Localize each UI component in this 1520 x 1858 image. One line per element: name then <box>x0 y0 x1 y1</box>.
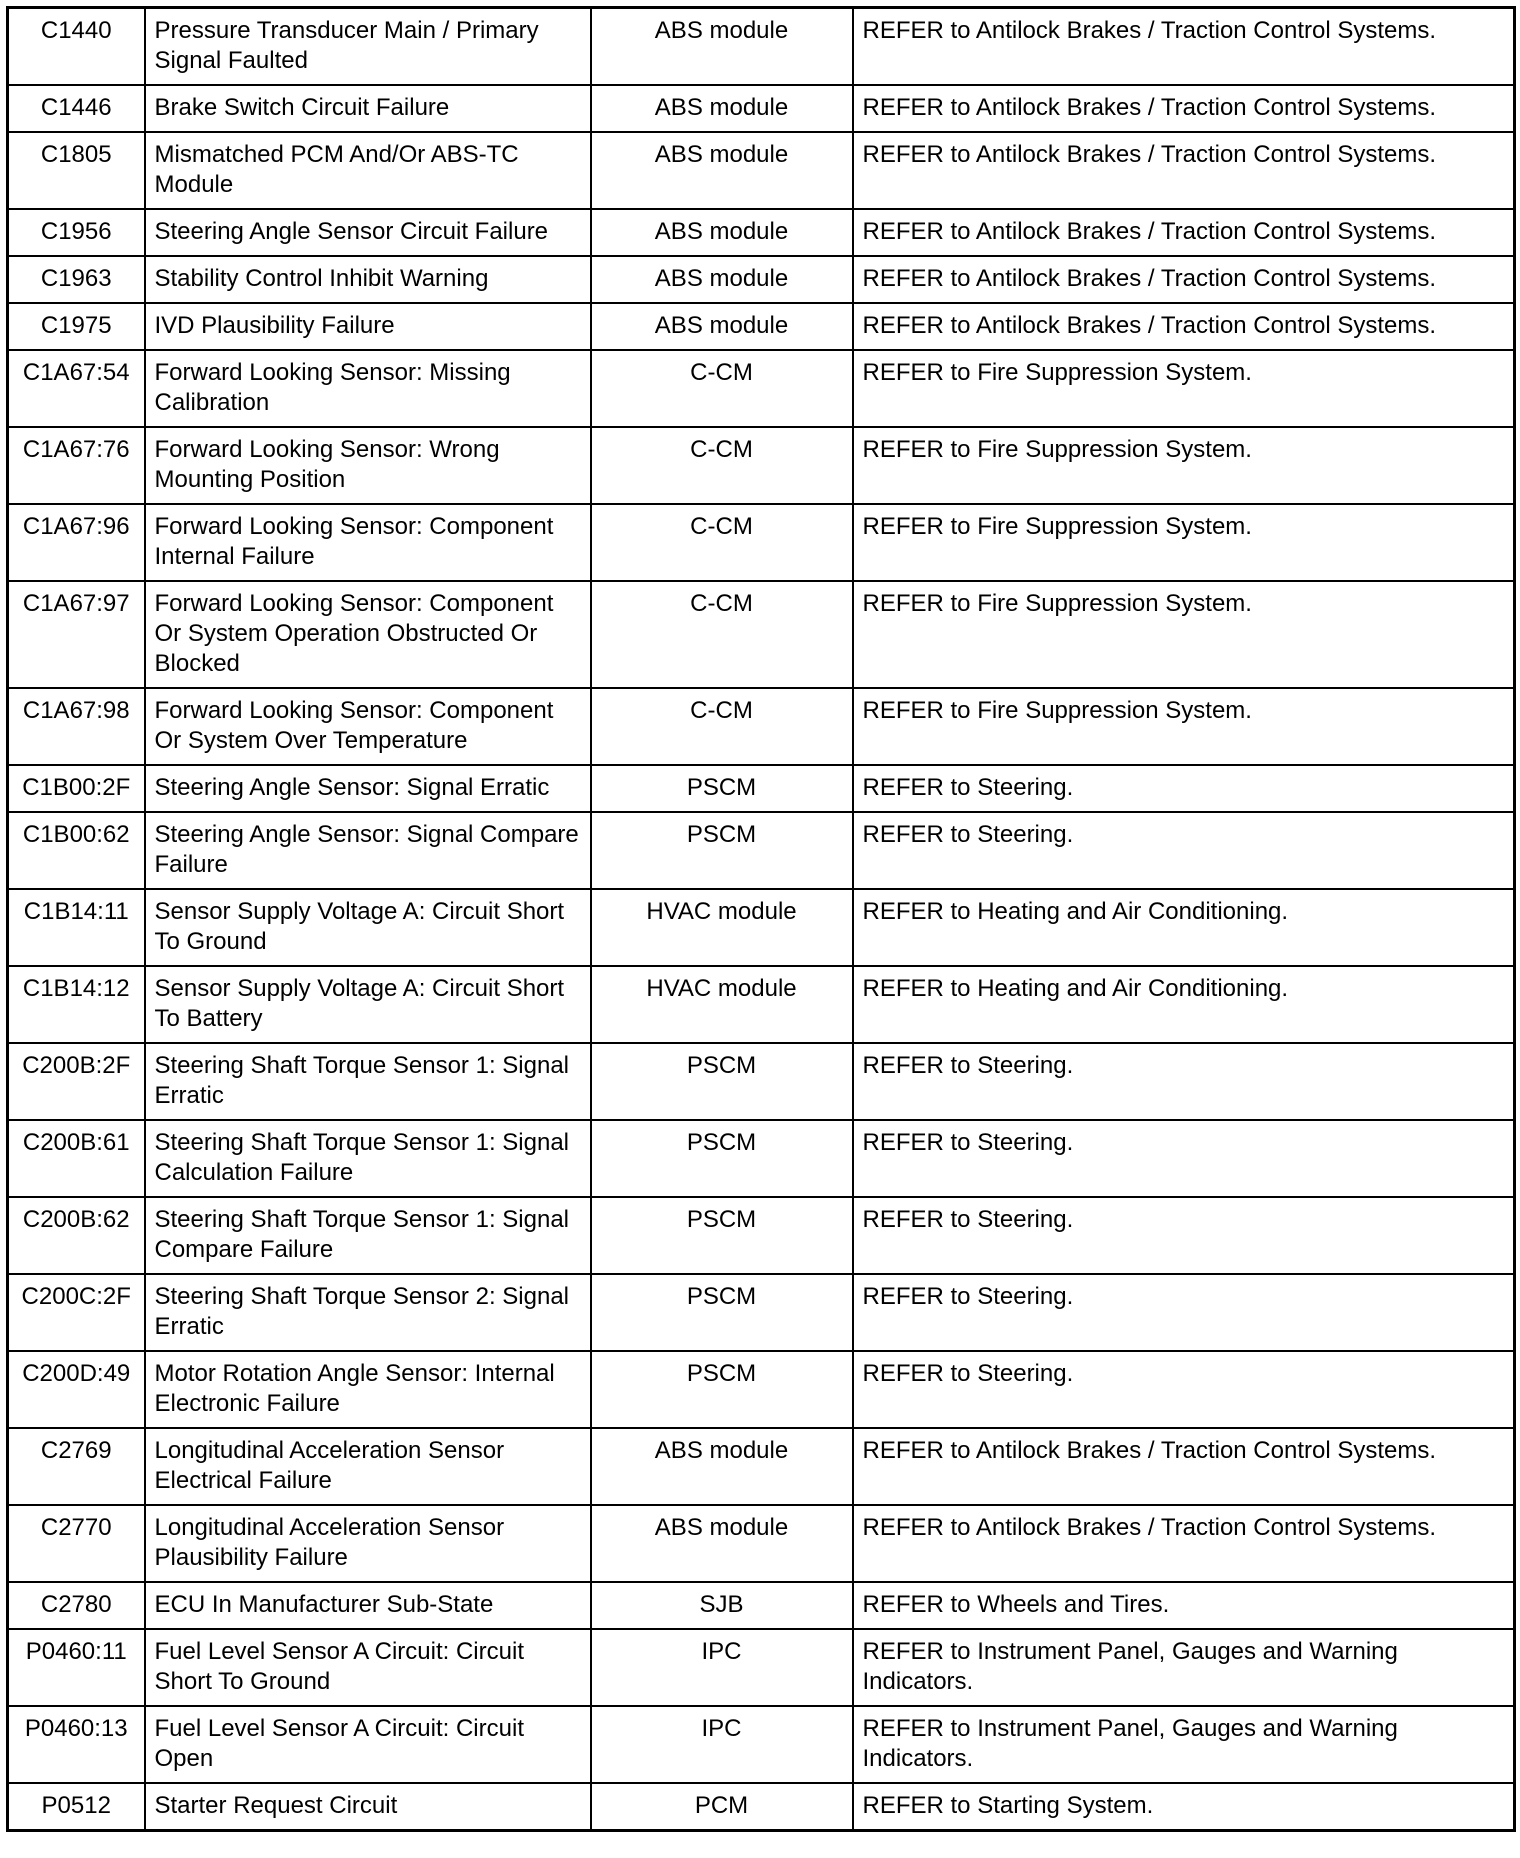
module-cell: ABS module <box>591 303 853 350</box>
description-cell: Fuel Level Sensor A Circuit: Circuit Open <box>145 1706 591 1783</box>
dtc-code-cell: C1B14:11 <box>8 889 145 966</box>
action-cell: REFER to Antilock Brakes / Traction Control Systems. <box>853 209 1515 256</box>
table-row <box>8 1043 1515 1120</box>
action-cell: REFER to Steering. <box>853 1043 1515 1120</box>
module-cell: IPC <box>591 1706 853 1783</box>
table-row <box>8 303 1515 350</box>
description-cell: Stability Control Inhibit Warning <box>145 256 591 303</box>
dtc-code-cell: C1A67:76 <box>8 427 145 504</box>
dtc-code-cell: C1956 <box>8 209 145 256</box>
module-cell: HVAC module <box>591 966 853 1043</box>
table-row <box>8 504 1515 581</box>
module-cell: ABS module <box>591 8 853 86</box>
action-cell: REFER to Antilock Brakes / Traction Control Systems. <box>853 256 1515 303</box>
description-cell: Longitudinal Acceleration Sensor Plausibility Failure <box>145 1505 591 1582</box>
dtc-table <box>6 6 1516 1832</box>
module-cell: PSCM <box>591 1274 853 1351</box>
dtc-code-cell: C200C:2F <box>8 1274 145 1351</box>
description-cell: Fuel Level Sensor A Circuit: Circuit Short To Ground <box>145 1629 591 1706</box>
module-cell: C-CM <box>591 427 853 504</box>
action-cell: REFER to Fire Suppression System. <box>853 581 1515 688</box>
module-cell: PSCM <box>591 1043 853 1120</box>
action-cell: REFER to Steering. <box>853 1351 1515 1428</box>
table-row <box>8 8 1515 86</box>
dtc-code-cell: P0512 <box>8 1783 145 1831</box>
dtc-code-cell: C200B:62 <box>8 1197 145 1274</box>
table-row <box>8 688 1515 765</box>
dtc-code-cell: C1446 <box>8 85 145 132</box>
table-row <box>8 1197 1515 1274</box>
action-cell: REFER to Steering. <box>853 812 1515 889</box>
dtc-code-cell: C1975 <box>8 303 145 350</box>
description-cell: Forward Looking Sensor: Missing Calibration <box>145 350 591 427</box>
module-cell: PSCM <box>591 765 853 812</box>
module-cell: ABS module <box>591 209 853 256</box>
description-cell: Pressure Transducer Main / Primary Signal Faulted <box>145 8 591 86</box>
module-cell: PSCM <box>591 1351 853 1428</box>
dtc-code-cell: C200B:2F <box>8 1043 145 1120</box>
table-row <box>8 209 1515 256</box>
module-cell: ABS module <box>591 132 853 209</box>
table-row <box>8 132 1515 209</box>
description-cell: Longitudinal Acceleration Sensor Electrical Failure <box>145 1428 591 1505</box>
dtc-code-cell: C2780 <box>8 1582 145 1629</box>
description-cell: IVD Plausibility Failure <box>145 303 591 350</box>
table-row <box>8 1629 1515 1706</box>
description-cell: Steering Shaft Torque Sensor 2: Signal Erratic <box>145 1274 591 1351</box>
table-row <box>8 1706 1515 1783</box>
action-cell: REFER to Fire Suppression System. <box>853 688 1515 765</box>
module-cell: ABS module <box>591 1428 853 1505</box>
dtc-code-cell: P0460:13 <box>8 1706 145 1783</box>
dtc-code-cell: C2769 <box>8 1428 145 1505</box>
dtc-code-cell: C1A67:98 <box>8 688 145 765</box>
dtc-code-cell: C200B:61 <box>8 1120 145 1197</box>
dtc-table-body <box>8 8 1515 1831</box>
table-row <box>8 812 1515 889</box>
table-row <box>8 1582 1515 1629</box>
description-cell: Steering Angle Sensor: Signal Erratic <box>145 765 591 812</box>
table-row <box>8 581 1515 688</box>
table-row <box>8 765 1515 812</box>
table-row <box>8 1783 1515 1831</box>
action-cell: REFER to Antilock Brakes / Traction Control Systems. <box>853 303 1515 350</box>
action-cell: REFER to Steering. <box>853 1120 1515 1197</box>
description-cell: Mismatched PCM And/Or ABS-TC Module <box>145 132 591 209</box>
dtc-code-cell: C1963 <box>8 256 145 303</box>
module-cell: PSCM <box>591 1197 853 1274</box>
module-cell: ABS module <box>591 256 853 303</box>
module-cell: C-CM <box>591 581 853 688</box>
module-cell: C-CM <box>591 688 853 765</box>
action-cell: REFER to Antilock Brakes / Traction Control Systems. <box>853 1505 1515 1582</box>
module-cell: C-CM <box>591 504 853 581</box>
action-cell: REFER to Heating and Air Conditioning. <box>853 889 1515 966</box>
table-row <box>8 1120 1515 1197</box>
description-cell: ECU In Manufacturer Sub-State <box>145 1582 591 1629</box>
dtc-code-cell: C1A67:54 <box>8 350 145 427</box>
description-cell: Steering Shaft Torque Sensor 1: Signal Calculation Failure <box>145 1120 591 1197</box>
description-cell: Sensor Supply Voltage A: Circuit Short To Battery <box>145 966 591 1043</box>
dtc-table-container <box>6 6 1513 1832</box>
action-cell: REFER to Antilock Brakes / Traction Control Systems. <box>853 85 1515 132</box>
dtc-code-cell: C1B00:62 <box>8 812 145 889</box>
dtc-code-cell: P0460:11 <box>8 1629 145 1706</box>
description-cell: Forward Looking Sensor: Component Internal Failure <box>145 504 591 581</box>
dtc-code-cell: C1440 <box>8 8 145 86</box>
module-cell: C-CM <box>591 350 853 427</box>
module-cell: PSCM <box>591 812 853 889</box>
description-cell: Steering Shaft Torque Sensor 1: Signal Erratic <box>145 1043 591 1120</box>
table-row <box>8 350 1515 427</box>
dtc-code-cell: C1B14:12 <box>8 966 145 1043</box>
dtc-code-cell: C1A67:97 <box>8 581 145 688</box>
table-row <box>8 966 1515 1043</box>
module-cell: HVAC module <box>591 889 853 966</box>
action-cell: REFER to Steering. <box>853 1274 1515 1351</box>
dtc-code-cell: C1A67:96 <box>8 504 145 581</box>
action-cell: REFER to Fire Suppression System. <box>853 504 1515 581</box>
action-cell: REFER to Steering. <box>853 765 1515 812</box>
description-cell: Steering Shaft Torque Sensor 1: Signal Compare Failure <box>145 1197 591 1274</box>
module-cell: SJB <box>591 1582 853 1629</box>
description-cell: Brake Switch Circuit Failure <box>145 85 591 132</box>
module-cell: PCM <box>591 1783 853 1831</box>
description-cell: Sensor Supply Voltage A: Circuit Short To Ground <box>145 889 591 966</box>
dtc-code-cell: C1B00:2F <box>8 765 145 812</box>
action-cell: REFER to Fire Suppression System. <box>853 350 1515 427</box>
action-cell: REFER to Heating and Air Conditioning. <box>853 966 1515 1043</box>
description-cell: Steering Angle Sensor: Signal Compare Failure <box>145 812 591 889</box>
description-cell: Starter Request Circuit <box>145 1783 591 1831</box>
table-row <box>8 85 1515 132</box>
table-row <box>8 1274 1515 1351</box>
action-cell: REFER to Antilock Brakes / Traction Control Systems. <box>853 132 1515 209</box>
description-cell: Forward Looking Sensor: Component Or System Over Temperature <box>145 688 591 765</box>
description-cell: Forward Looking Sensor: Wrong Mounting Position <box>145 427 591 504</box>
module-cell: ABS module <box>591 85 853 132</box>
table-row <box>8 256 1515 303</box>
action-cell: REFER to Wheels and Tires. <box>853 1582 1515 1629</box>
action-cell: REFER to Antilock Brakes / Traction Control Systems. <box>853 8 1515 86</box>
dtc-code-cell: C200D:49 <box>8 1351 145 1428</box>
table-row <box>8 1428 1515 1505</box>
description-cell: Motor Rotation Angle Sensor: Internal Electronic Failure <box>145 1351 591 1428</box>
table-row <box>8 889 1515 966</box>
action-cell: REFER to Instrument Panel, Gauges and Warning Indicators. <box>853 1629 1515 1706</box>
table-row <box>8 1505 1515 1582</box>
table-row <box>8 1351 1515 1428</box>
action-cell: REFER to Instrument Panel, Gauges and Warning Indicators. <box>853 1706 1515 1783</box>
action-cell: REFER to Antilock Brakes / Traction Control Systems. <box>853 1428 1515 1505</box>
description-cell: Forward Looking Sensor: Component Or System Operation Obstructed Or Blocked <box>145 581 591 688</box>
action-cell: REFER to Fire Suppression System. <box>853 427 1515 504</box>
table-row <box>8 427 1515 504</box>
module-cell: PSCM <box>591 1120 853 1197</box>
action-cell: REFER to Steering. <box>853 1197 1515 1274</box>
action-cell: REFER to Starting System. <box>853 1783 1515 1831</box>
dtc-code-cell: C1805 <box>8 132 145 209</box>
dtc-code-cell: C2770 <box>8 1505 145 1582</box>
module-cell: IPC <box>591 1629 853 1706</box>
description-cell: Steering Angle Sensor Circuit Failure <box>145 209 591 256</box>
module-cell: ABS module <box>591 1505 853 1582</box>
